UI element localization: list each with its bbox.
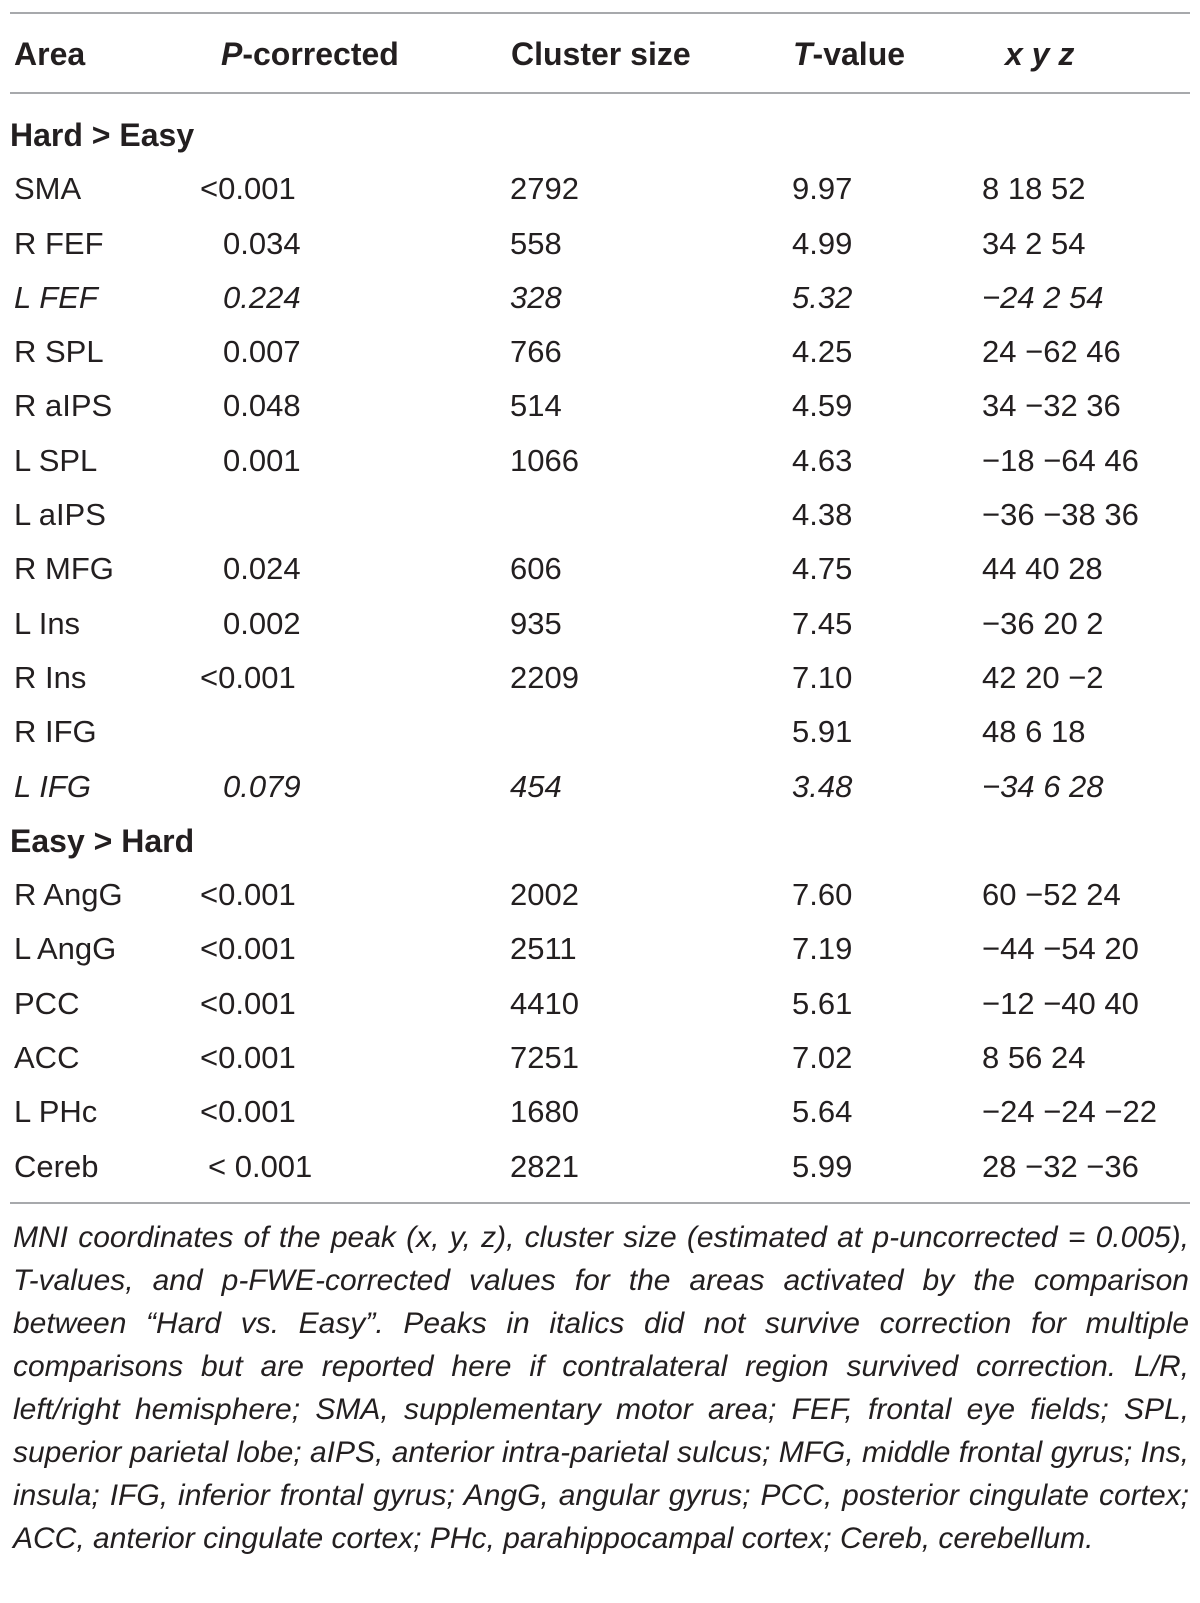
cell-p-corrected: <0.001 [200,1094,296,1130]
cell-xyz: −12 −40 40 [982,985,1139,1021]
cell-t-value: 5.91 [792,714,853,750]
table-row [0,1085,1200,1139]
cell-p-corrected: 0.079 [223,768,301,804]
cell-p-corrected: <0.001 [200,985,296,1021]
cell-area: L SPL [14,442,98,478]
header-t-italic: T [793,36,813,72]
cell-cluster-size: 2792 [510,171,579,207]
header-xyz: x y z [1005,36,1075,72]
cell-cluster-size: 606 [510,551,562,587]
cell-cluster-size: 2209 [510,659,579,695]
cell-area: R aIPS [14,388,113,424]
cell-area: R MFG [14,551,114,587]
table-header-row [0,26,1200,82]
cell-area: L aIPS [14,497,106,533]
cell-area: R IFG [14,714,97,750]
header-t-rest: -value [812,36,906,72]
cell-cluster-size: 2002 [510,877,579,913]
cell-t-value: 7.10 [792,659,853,695]
cell-p-corrected: 0.001 [223,442,301,478]
cell-area: R Ins [14,659,87,695]
cell-p-corrected: 0.048 [223,388,301,424]
table-row [0,325,1200,379]
table-top-rule [10,12,1190,14]
cell-p-corrected: 0.007 [223,334,301,370]
cell-xyz: 34 2 54 [982,225,1086,261]
cell-area: L Ins [14,605,81,641]
cell-p-corrected: 0.024 [223,551,301,587]
cell-cluster-size: 558 [510,225,562,261]
cell-area: L IFG [14,768,91,804]
header-p-corrected [221,26,399,82]
cell-t-value: 7.60 [792,877,853,913]
table-row [0,1031,1200,1085]
cell-area: PCC [14,985,80,1021]
table-row [0,379,1200,433]
table-row [0,922,1200,976]
table-row [0,705,1200,759]
cell-cluster-size: 1066 [510,442,579,478]
cell-xyz: −24 2 54 [982,279,1104,315]
cell-t-value: 5.64 [792,1094,853,1130]
cell-p-corrected: <0.001 [200,877,296,913]
cell-cluster-size: 2821 [510,1148,579,1184]
section-label: Easy > Hard [10,822,195,859]
cell-xyz: 8 56 24 [982,1040,1086,1076]
cell-cluster-size: 935 [510,605,562,641]
table-row [0,1140,1200,1194]
section-header [0,108,1200,162]
cell-area: L FEF [14,279,98,315]
header-t-value [793,26,905,82]
cell-area: R FEF [14,225,104,261]
table-row [0,977,1200,1031]
table-row [0,217,1200,271]
cell-t-value: 5.61 [792,985,853,1021]
cell-xyz: −36 20 2 [982,605,1104,641]
cell-t-value: 5.99 [792,1148,853,1184]
cell-t-value: 4.99 [792,225,853,261]
table-row [0,651,1200,705]
cell-xyz: −36 −38 36 [982,497,1139,533]
cell-t-value: 4.63 [792,442,853,478]
cell-xyz: 44 40 28 [982,551,1103,587]
cell-cluster-size: 4410 [510,985,579,1021]
cell-p-corrected: <0.001 [200,171,296,207]
cell-p-corrected: 0.224 [223,279,301,315]
cell-t-value: 3.48 [792,768,853,804]
cell-xyz: 28 −32 −36 [982,1148,1139,1184]
cell-t-value: 4.75 [792,551,853,587]
cell-cluster-size: 514 [510,388,562,424]
cell-xyz: −18 −64 46 [982,442,1139,478]
cell-cluster-size: 2511 [510,931,577,967]
header-p-italic: P [221,36,243,72]
cell-p-corrected: <0.001 [200,1040,296,1076]
cell-p-corrected: 0.002 [223,605,301,641]
table-row [0,542,1200,596]
table-row [0,488,1200,542]
cell-t-value: 4.38 [792,497,853,533]
cell-area: L AngG [14,931,117,967]
table-row [0,271,1200,325]
header-area: Area [14,36,86,72]
cell-cluster-size: 1680 [510,1094,579,1130]
cell-xyz: −24 −24 −22 [982,1094,1157,1130]
cell-t-value: 9.97 [792,171,853,207]
cell-p-corrected: 0.034 [223,225,301,261]
cell-xyz: 8 18 52 [982,171,1086,207]
cell-area: L PHc [14,1094,98,1130]
cell-xyz: 60 −52 24 [982,877,1121,913]
cell-cluster-size: 328 [510,279,562,315]
cell-xyz: −44 −54 20 [982,931,1139,967]
section-label: Hard > Easy [10,117,195,153]
cell-xyz: 48 6 18 [982,714,1086,750]
cell-area: ACC [14,1040,80,1076]
cell-xyz: 34 −32 36 [982,388,1121,424]
cell-t-value: 7.19 [792,931,853,967]
cell-cluster-size: 7251 [510,1040,579,1076]
cell-cluster-size: 766 [510,334,562,370]
header-cluster-size: Cluster size [511,36,691,72]
table-row [0,760,1200,814]
cell-cluster-size: 454 [510,768,562,804]
table-body [0,108,1200,1194]
cell-t-value: 4.59 [792,388,853,424]
cell-t-value: 7.45 [792,605,853,641]
cell-area: R SPL [14,334,104,370]
table-row [0,868,1200,922]
cell-t-value: 5.32 [792,279,853,315]
cell-t-value: 4.25 [792,334,853,370]
table-header-rule [10,92,1190,94]
table-footnote: MNI coordinates of the peak (x, y, z), cluster size (estimated at p-uncorrected = 0.005), T-values, and p-FWE-corrected values for the areas activated by the comparison between “Hard vs. Easy”. Peaks in italics did not survive correction for multiple comparisons but are reported here if contralateral region survived correction. L/R, left/right hemisphere; SMA, supplementary motor area; FEF, frontal eye fields; SPL, superior parietal lobe; aIPS, anterior intra-parietal sulcus; MFG, middle frontal gyrus; Ins, insula; IFG, inferior frontal gyrus; AngG, angular gyrus; PCC, posterior cingulate cortex; ACC, anterior cingulate cortex; PHc, parahippocampal cortex; Cereb, cerebellum. [13,1221,1189,1555]
cell-t-value: 7.02 [792,1040,853,1076]
table-row [0,597,1200,651]
cell-p-corrected: <0.001 [200,659,296,695]
cell-xyz: −34 6 28 [982,768,1104,804]
cell-xyz: 42 20 −2 [982,659,1104,695]
cell-xyz: 24 −62 46 [982,334,1121,370]
header-p-rest: -corrected [242,36,399,72]
cell-area: SMA [14,171,82,207]
table-row [0,162,1200,216]
section-header [0,814,1200,868]
cell-p-corrected: < 0.001 [208,1148,313,1184]
cell-p-corrected: <0.001 [200,931,296,967]
table-row [0,434,1200,488]
cell-area: Cereb [14,1148,99,1184]
cell-area: R AngG [14,877,123,913]
table-bottom-rule [10,1202,1190,1204]
